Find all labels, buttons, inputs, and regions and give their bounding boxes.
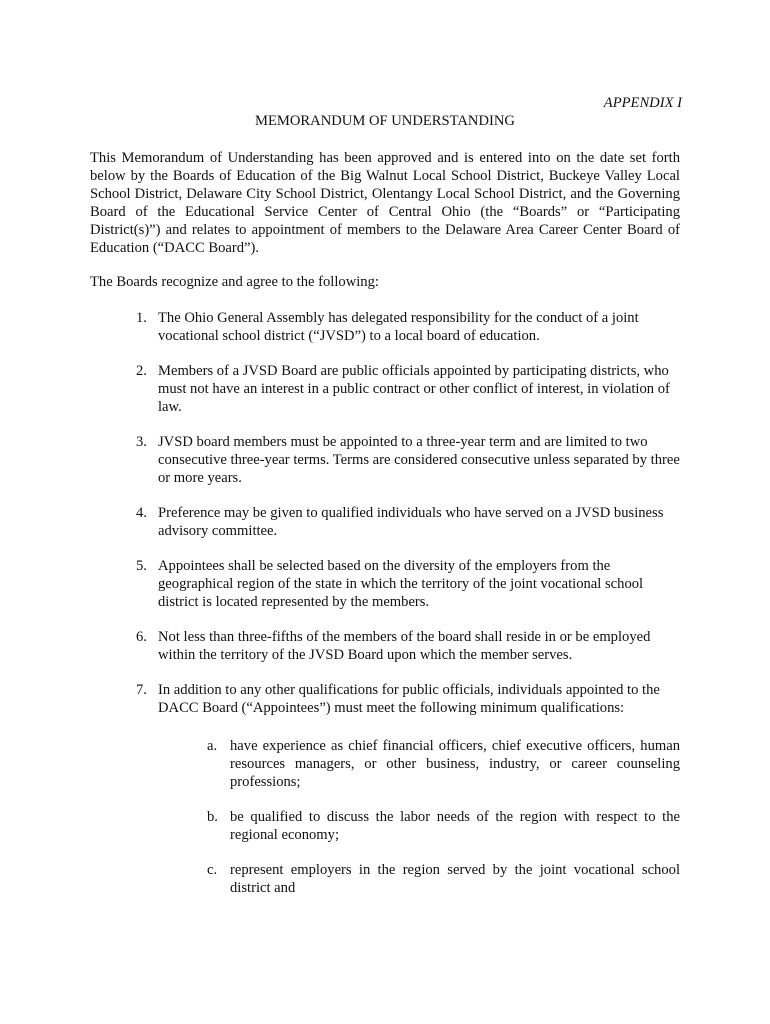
sublist-item: [207, 737, 680, 791]
sublist-item-letter: a.: [207, 738, 218, 754]
list-item: [136, 362, 681, 416]
list-item-text: Members of a JVSD Board are public officials appointed by participating districts, who must not have an interest in a public contract or other conflict of interest, in violation of law.: [158, 363, 670, 415]
list-item: [136, 309, 681, 345]
list-item-text: Preference may be given to qualified individuals who have served on a JVSD business advisory committee.: [158, 505, 664, 539]
list-item: [136, 433, 681, 487]
lettered-sublist: [207, 737, 680, 914]
list-item-number: 4.: [136, 505, 147, 521]
list-item-text: JVSD board members must be appointed to a three-year term and are limited to two consecutive three-year terms. Terms are considered consecutive unless separated by three or more years.: [158, 434, 680, 486]
list-item-number: 1.: [136, 310, 147, 326]
list-item: [136, 681, 681, 717]
sublist-item: [207, 861, 680, 897]
list-item-text: Appointees shall be selected based on the diversity of the employers from the geographical region of the state in which the territory of the joint vocational school district is located represented by the members.: [158, 558, 644, 610]
list-item: [136, 628, 681, 664]
intro-paragraph: This Memorandum of Understanding has been approved and is entered into on the date set forth below by the Boards of Education of the Big Walnut Local School District, Buckeye Valley Local School District, Delaware City School District, Olentangy Local School District, and the Governing Board of the Educational Service Center of Central Ohio (the “Boards” or “Participating District(s)”) and relates to appointment of members to the Delaware Area Career Center Board of Education (“DACC Board”).: [90, 150, 680, 256]
sublist-item-letter: c.: [207, 862, 218, 878]
list-item-number: 7.: [136, 682, 147, 698]
sublist-item: [207, 808, 680, 844]
lead-paragraph: The Boards recognize and agree to the following:: [90, 274, 379, 290]
list-item-number: 3.: [136, 434, 147, 450]
sublist-item-text: represent employers in the region served by the joint vocational school district and: [230, 862, 680, 896]
list-item-text: Not less than three-fifths of the members of the board shall reside in or be employed within the territory of the JVSD Board upon which the member serves.: [158, 629, 651, 663]
list-item-text: The Ohio General Assembly has delegated responsibility for the conduct of a joint vocational school district (“JVSD”) to a local board of education.: [158, 310, 639, 344]
numbered-list: [136, 309, 681, 734]
list-item: [136, 557, 681, 611]
list-item: [136, 504, 681, 540]
sublist-item-text: be qualified to discuss the labor needs of the region with respect to the regional economy;: [230, 809, 680, 843]
list-item-number: 6.: [136, 629, 147, 645]
sublist-item-text: have experience as chief financial officers, chief executive officers, human resources managers, or other business, industry, or career counseling professions;: [230, 738, 680, 790]
list-item-number: 5.: [136, 558, 147, 574]
document-title: MEMORANDUM OF UNDERSTANDING: [255, 113, 515, 129]
list-item-text: In addition to any other qualifications for public officials, individuals appointed to the DACC Board (“Appointees”) must meet the following minimum qualifications:: [158, 682, 660, 716]
appendix-label: APPENDIX I: [603, 95, 682, 111]
list-item-number: 2.: [136, 363, 147, 379]
sublist-item-letter: b.: [207, 809, 218, 825]
